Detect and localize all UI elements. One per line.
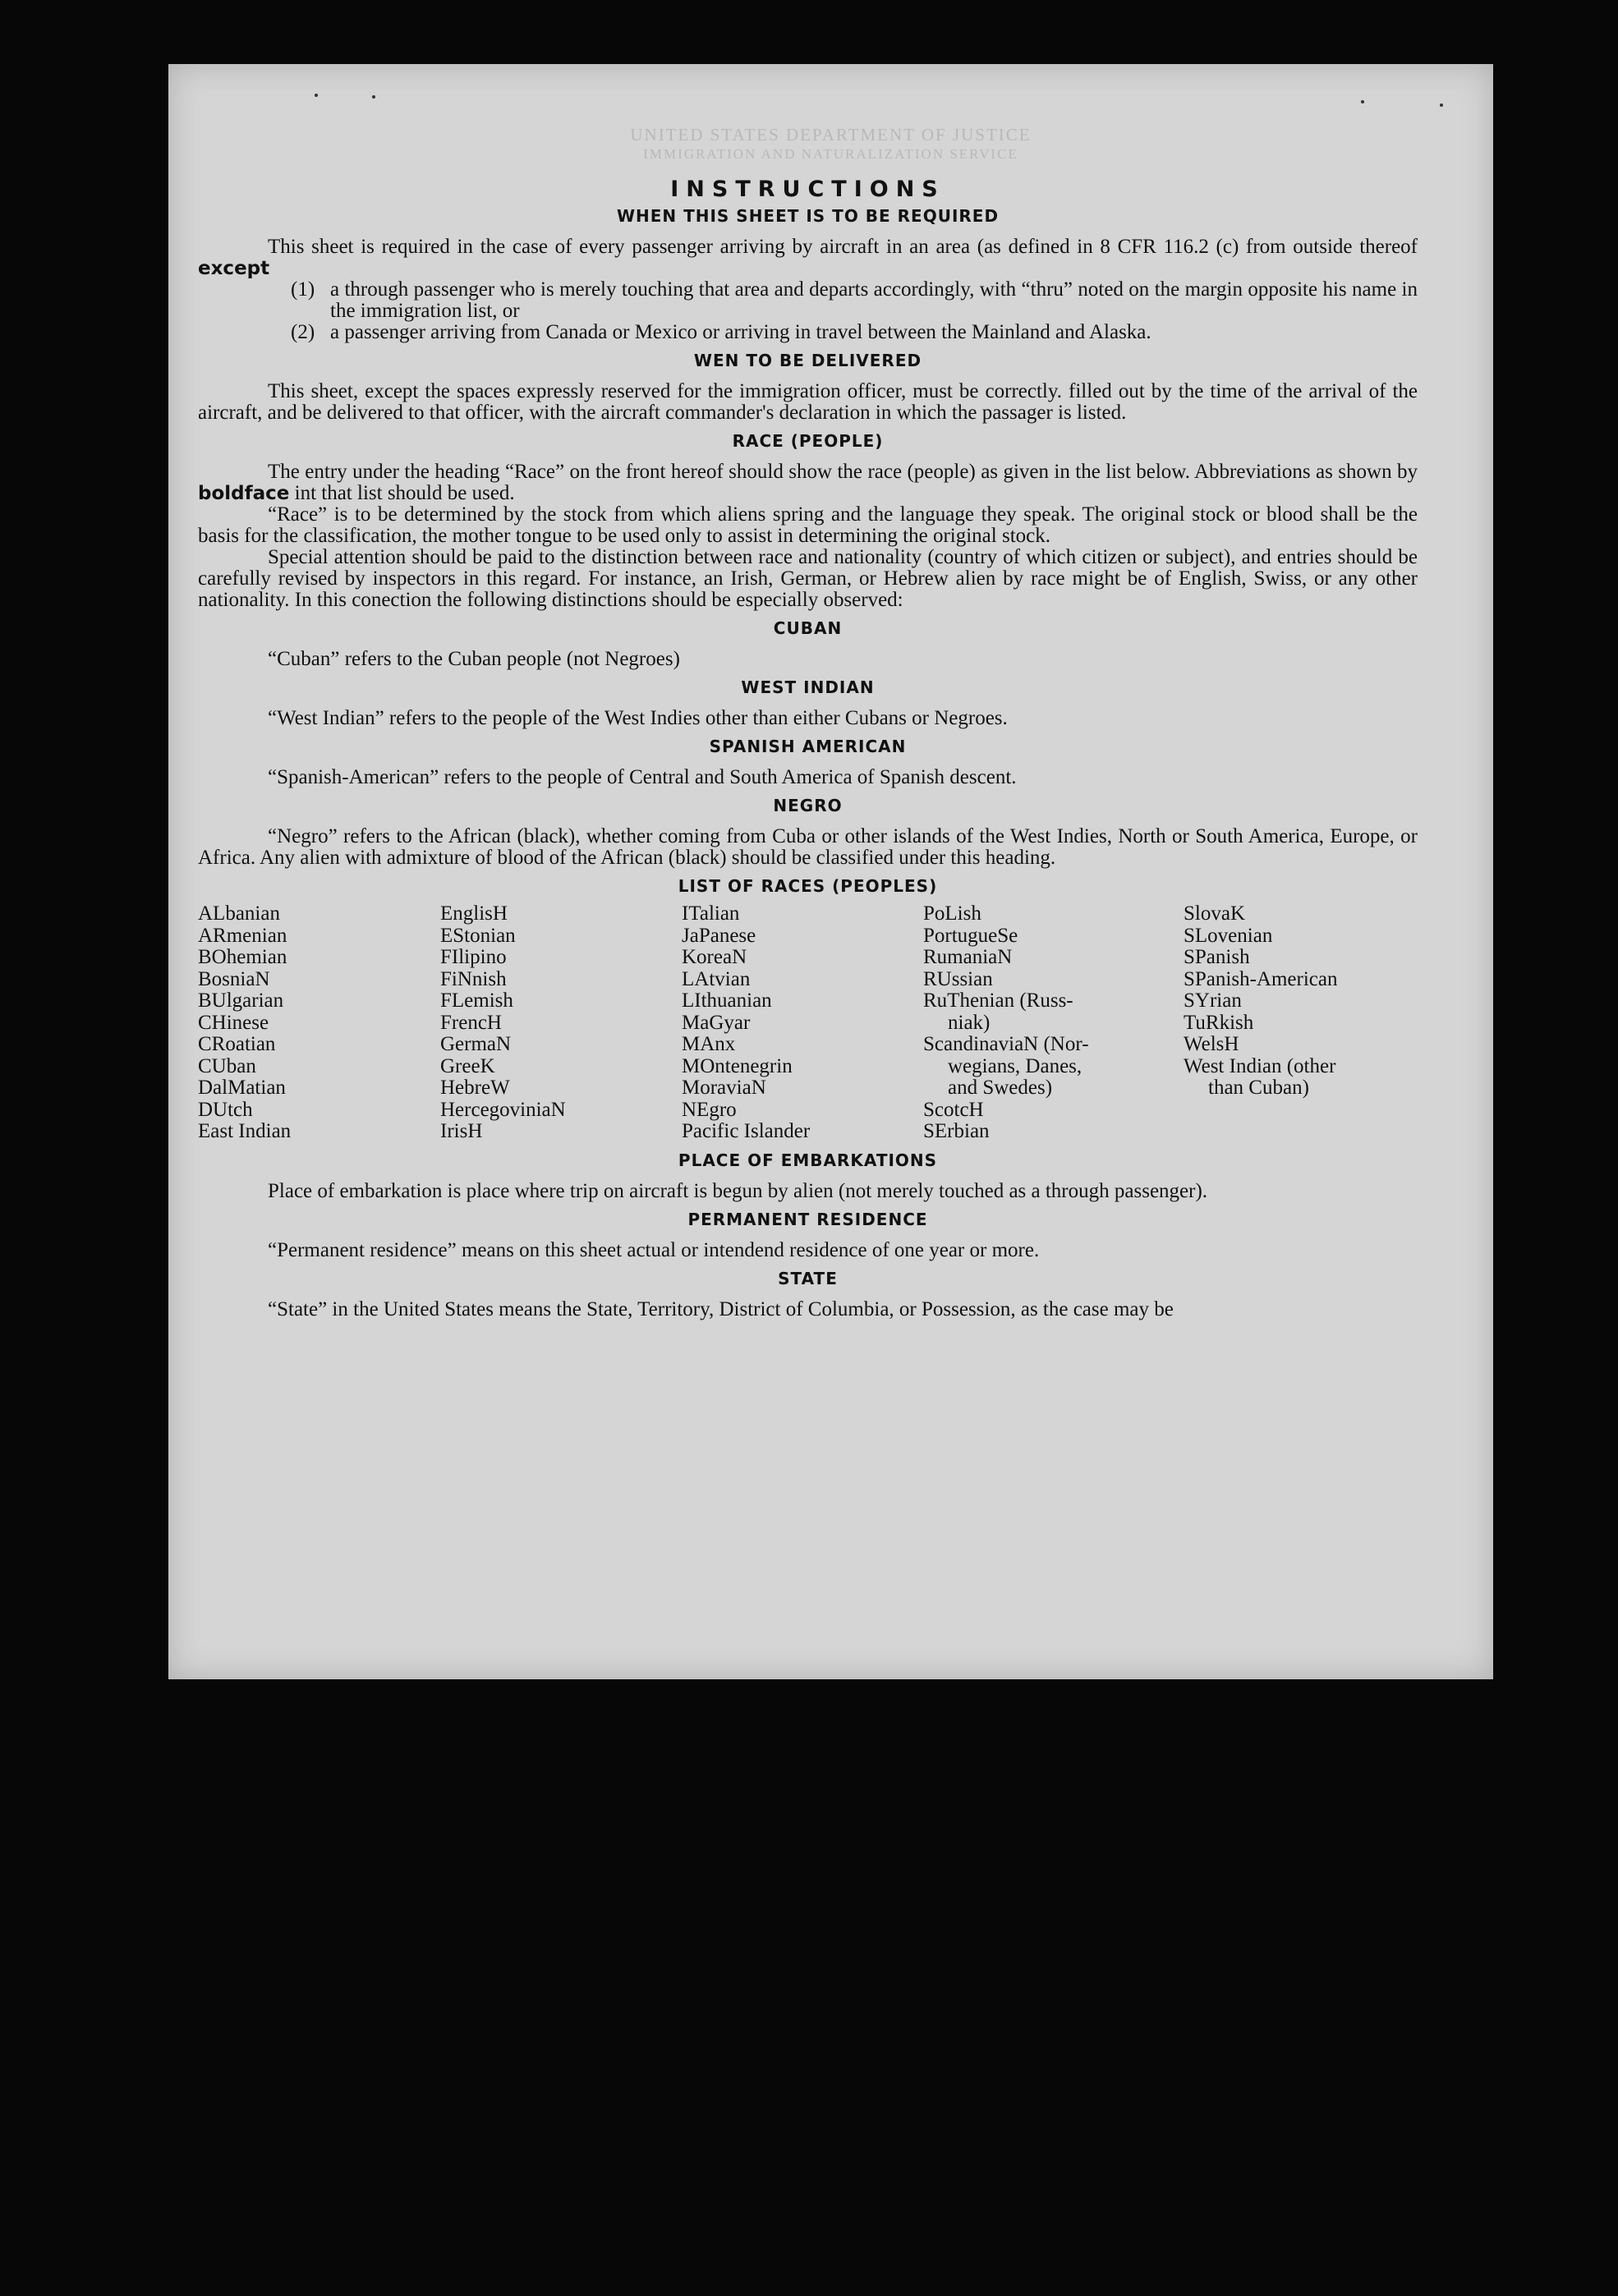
race-entry: MAnx (682, 1033, 736, 1055)
race-entry: EnglisH (440, 902, 508, 925)
race-entry: East Indian (198, 1120, 292, 1142)
race-entry: CRoatian (198, 1033, 276, 1055)
boldface-word: boldface (198, 483, 290, 504)
west-indian-definition: “West Indian” refers to the people of the West Indies other than either Cubans or Negroes. (268, 707, 1008, 729)
race-entry: SErbian (923, 1120, 990, 1142)
exception-number: (2) (291, 321, 315, 343)
race-entry: SPanish (1184, 946, 1250, 968)
heading-state: STATE (778, 1268, 838, 1288)
exception-number: (1) (291, 278, 315, 301)
races-column (1184, 903, 1413, 1143)
race-entry: RuThenian (Russ- (923, 990, 1073, 1012)
race-p1-tail: int that list should be used. (294, 482, 515, 504)
race-paragraph-3: Special attention should be paid to the distinction between race and nationality (country of which citizen or subject), and entries should be carefully revised by inspectors in this regard. For instance, an Irish, German, or Hebrew alien by race might be of English, Swiss, or any other nationality. In this conection the following distinctions should be especially observed: (198, 546, 1418, 611)
race-entry: GermaN (440, 1033, 512, 1055)
race-entry: FIlipino (440, 946, 507, 968)
race-entry: ARmenian (198, 924, 287, 947)
race-entry: DUtch (198, 1098, 253, 1121)
race-entry: IrisH (440, 1120, 483, 1142)
race-entry: WelsH (1184, 1033, 1239, 1055)
race-entry: SYrian (1184, 990, 1242, 1012)
bleed-through-header-line2: IMMIGRATION AND NATURALIZATION SERVICE (643, 146, 1018, 162)
race-entry: FLemish (440, 990, 513, 1012)
race-entry-continued: niak) (948, 1011, 991, 1034)
heading-west-indian: WEST INDIAN (741, 677, 875, 697)
scan-speck (315, 94, 318, 97)
race-entry: RumaniaN (923, 946, 1013, 968)
race-entry: PortugueSe (923, 924, 1018, 947)
heading-negro: NEGRO (773, 796, 843, 815)
race-entry: SLovenian (1184, 924, 1273, 947)
exception-item (291, 279, 1418, 322)
when-required-intro-text: This sheet is required in the case of every passenger arriving by aircraft in an area (as defined in 8 CFR 116.2 (c) from outside thereof (268, 236, 1418, 258)
scan-speck (372, 95, 375, 99)
race-entry: BosniaN (198, 967, 270, 990)
race-entry: MOntenegrin (682, 1054, 793, 1077)
race-entry-continued: wegians, Danes, (948, 1054, 1082, 1077)
race-entry: PoLish (923, 902, 981, 925)
exception-text: a through passenger who is merely touching that area and departs accordingly, with “thru” noted on the margin opposite his name in the immigration list, or (330, 278, 1418, 322)
instructions-content (198, 179, 1418, 1320)
scan-speck (1440, 103, 1443, 107)
race-entry: BOhemian (198, 946, 287, 968)
race-entry-continued: than Cuban) (1208, 1077, 1309, 1099)
race-entry: LAtvian (682, 967, 751, 990)
page-title: INSTRUCTIONS (670, 177, 945, 202)
document-sheet (168, 64, 1493, 1679)
races-column (440, 903, 682, 1143)
races-column (923, 903, 1184, 1143)
heading-cuban: CUBAN (773, 618, 843, 638)
heading-when-delivered: WEN TO BE DELIVERED (693, 351, 922, 370)
heading-embarkation: PLACE OF EMBARKATIONS (678, 1150, 938, 1170)
when-required-intro (198, 236, 1418, 279)
race-entry: FrencH (440, 1011, 502, 1034)
race-entry: ALbanian (198, 902, 280, 925)
race-paragraph-1 (198, 461, 1418, 504)
race-entry: NEgro (682, 1098, 737, 1121)
permanent-residence-definition: “Permanent residence” means on this sheet actual or intendend residence of one year or more. (268, 1238, 1040, 1261)
embarkation-definition: Place of embarkation is place where trip on aircraft is begun by alien (not merely touched as a through passenger). (268, 1179, 1208, 1202)
state-definition: “State” in the United States means the State, Territory, District of Columbia, or Possession, as the case may be (268, 1297, 1174, 1320)
spanish-american-definition: “Spanish-American” refers to the people of Central and South America of Spanish descent. (268, 766, 1017, 788)
race-p1-text: The entry under the heading “Race” on the front hereof should show the race (people) as given in the list below. Abbreviations as shown by (268, 461, 1418, 483)
race-entry: MaGyar (682, 1011, 751, 1034)
race-entry: ITalian (682, 902, 740, 925)
negro-definition: “Negro” refers to the African (black), whether coming from Cuba or other islands of the West Indies, North or South America, Europe, or Africa. Any alien with admixture of blood of the African (black) should be classified under this heading. (198, 825, 1418, 869)
race-paragraph-2: “Race” is to be determined by the stock from which aliens spring and the language they speak. The original stock or blood shall be the basis for the classification, the mother tongue to be used only to assist in determining the original stock. (198, 503, 1418, 547)
cuban-definition: “Cuban” refers to the Cuban people (not Negroes) (268, 648, 680, 670)
races-table (198, 903, 1418, 1143)
delivered-paragraph: This sheet, except the spaces expressly reserved for the immigration officer, must be correctly. filled out by the time of the arrival of the aircraft, and be delivered to that officer, with the aircraft commander's declaration in which the passager is listed. (198, 380, 1418, 424)
heading-permanent-residence: PERMANENT RESIDENCE (687, 1209, 928, 1229)
race-entry: Pacific Islander (682, 1120, 811, 1142)
race-entry: JaPanese (682, 924, 756, 947)
heading-race: RACE (PEOPLE) (732, 431, 884, 451)
race-entry: CUban (198, 1054, 256, 1077)
race-entry: SlovaK (1184, 902, 1245, 925)
race-entry: West Indian (other (1184, 1054, 1336, 1077)
race-entry: BUlgarian (198, 990, 284, 1012)
race-entry: RUssian (923, 967, 993, 990)
race-entry: HebreW (440, 1077, 510, 1099)
race-entry-continued: and Swedes) (948, 1077, 1053, 1099)
race-entry: SPanish-American (1184, 967, 1338, 990)
race-entry: TuRkish (1184, 1011, 1254, 1034)
race-entry: ScandinaviaN (Nor- (923, 1033, 1089, 1055)
exception-text: a passenger arriving from Canada or Mexico or arriving in travel between the Mainland and Alaska. (330, 321, 1151, 343)
bleed-through-header-line1: UNITED STATES DEPARTMENT OF JUSTICE (630, 125, 1032, 145)
race-entry: KoreaN (682, 946, 747, 968)
race-entry: CHinese (198, 1011, 269, 1034)
race-entry: ScotcH (923, 1098, 984, 1121)
scan-speck (1361, 100, 1364, 103)
heading-list-of-races: LIST OF RACES (PEOPLES) (678, 876, 938, 896)
except-bold: except (198, 258, 270, 279)
race-entry: DalMatian (198, 1077, 286, 1099)
race-entry: LIthuanian (682, 990, 772, 1012)
heading-when-required: WHEN THIS SHEET IS TO BE REQUIRED (616, 206, 1000, 226)
race-entry: HercegoviniaN (440, 1098, 566, 1121)
race-entry: MoraviaN (682, 1077, 766, 1099)
race-entry: EStonian (440, 924, 516, 947)
exception-item (291, 322, 1418, 343)
race-entry: GreeK (440, 1054, 495, 1077)
races-column (198, 903, 440, 1143)
race-entry: FiNnish (440, 967, 507, 990)
races-column (682, 903, 923, 1143)
heading-spanish-american: SPANISH AMERICAN (709, 737, 907, 756)
